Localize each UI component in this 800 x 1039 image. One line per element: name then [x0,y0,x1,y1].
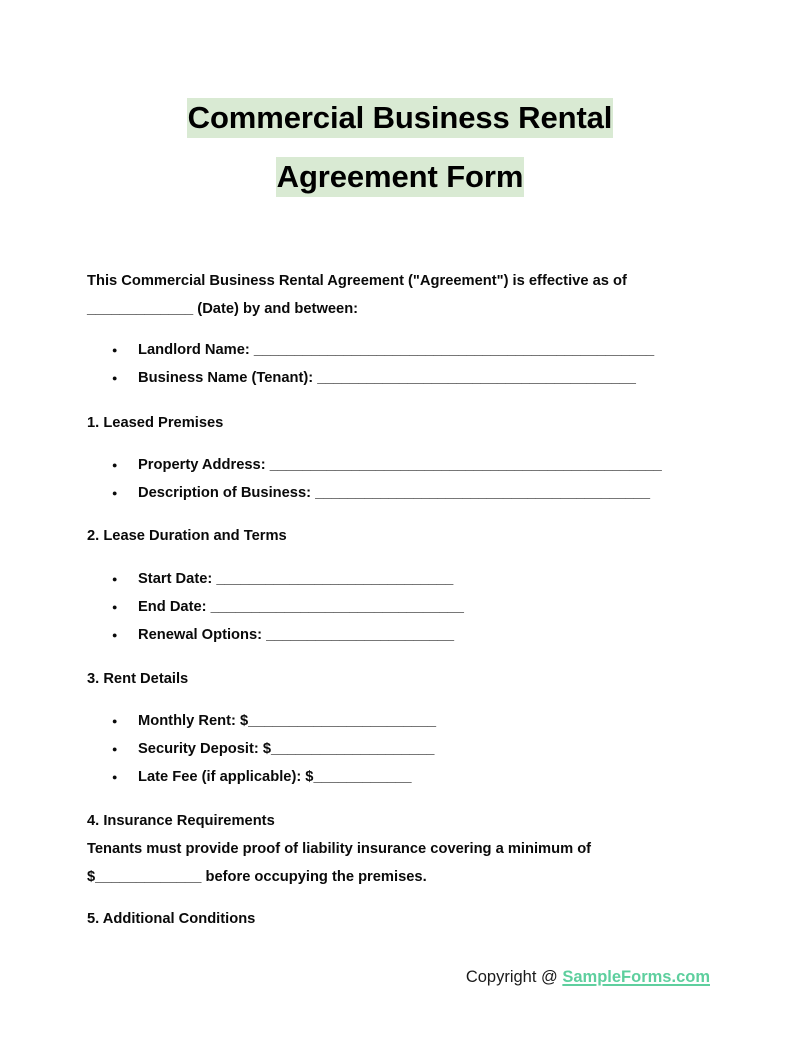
list-item-renewal-options [96,621,464,649]
property-address-blank[interactable]: ________________________________________________ [269,457,662,473]
section-heading-additional-conditions: 5. Additional Conditions [87,911,256,927]
business-name-label: Business Name (Tenant): [138,370,314,386]
list-item-landlord-name [96,336,654,364]
security-deposit-label: Security Deposit: $ [138,741,272,757]
leased-premises-list [96,451,662,507]
landlord-name-blank[interactable]: _________________________________________________ [253,342,655,358]
insurance-paragraph-line-2: before occupying the premises. [205,868,427,885]
list-item-end-date [96,593,464,621]
page-title [150,88,650,206]
insurance-paragraph-line-1: Tenants must provide proof of liability insurance covering a minimum of [87,841,592,857]
intro-paragraph [87,268,687,323]
list-item-property-address [96,451,662,479]
footer [0,968,800,987]
page-title-line-2: Agreement Form [276,157,525,197]
insurance-currency-symbol: $ [87,868,96,885]
start-date-label: Start Date: [138,571,213,587]
list-item-security-deposit [96,735,436,763]
business-name-blank[interactable]: _______________________________________ [317,370,636,386]
property-address-label: Property Address: [138,457,266,473]
late-fee-blank[interactable]: ____________ [313,769,412,785]
list-item-start-date [96,565,464,593]
end-date-label: End Date: [138,599,207,615]
section-heading-insurance-requirements: 4. Insurance Requirements [87,813,275,829]
section-heading-leased-premises: 1. Leased Premises [87,415,224,431]
section-heading-lease-duration: 2. Lease Duration and Terms [87,528,287,544]
section-heading-rent-details: 3. Rent Details [87,671,189,687]
intro-date-blank: _____________ [87,300,194,317]
security-deposit-blank[interactable]: ____________________ [271,741,435,757]
list-item-business-name [96,364,654,392]
insurance-paragraph [87,836,687,891]
renewal-options-blank[interactable]: _______________________ [266,627,455,643]
list-item-monthly-rent [96,707,436,735]
rent-details-list [96,707,436,791]
insurance-amount-blank[interactable]: _____________ [95,868,202,885]
copyright-text: Copyright @ [465,968,558,986]
monthly-rent-blank[interactable]: _______________________ [248,713,437,729]
renewal-options-label: Renewal Options: [138,627,263,643]
intro-text-before-blank: This Commercial Business Rental Agreement ("Agreement") is effective as of [87,273,627,289]
end-date-blank[interactable]: _______________________________ [210,599,464,615]
list-item-late-fee [96,763,436,791]
description-of-business-label: Description of Business: [138,485,312,501]
landlord-name-label: Landlord Name: [138,342,250,358]
monthly-rent-label: Monthly Rent: $ [138,713,249,729]
page-title-line-1: Commercial Business Rental [187,98,614,138]
late-fee-label: Late Fee (if applicable): $ [138,769,314,785]
intro-text-after-blank: (Date) by and between: [197,300,359,317]
sampleforms-link[interactable]: SampleForms.com [562,968,710,986]
description-of-business-blank[interactable]: _________________________________________ [315,485,651,501]
parties-list [96,336,654,392]
lease-duration-list [96,565,464,649]
list-item-description-of-business [96,479,662,507]
start-date-blank[interactable]: _____________________________ [216,571,454,587]
